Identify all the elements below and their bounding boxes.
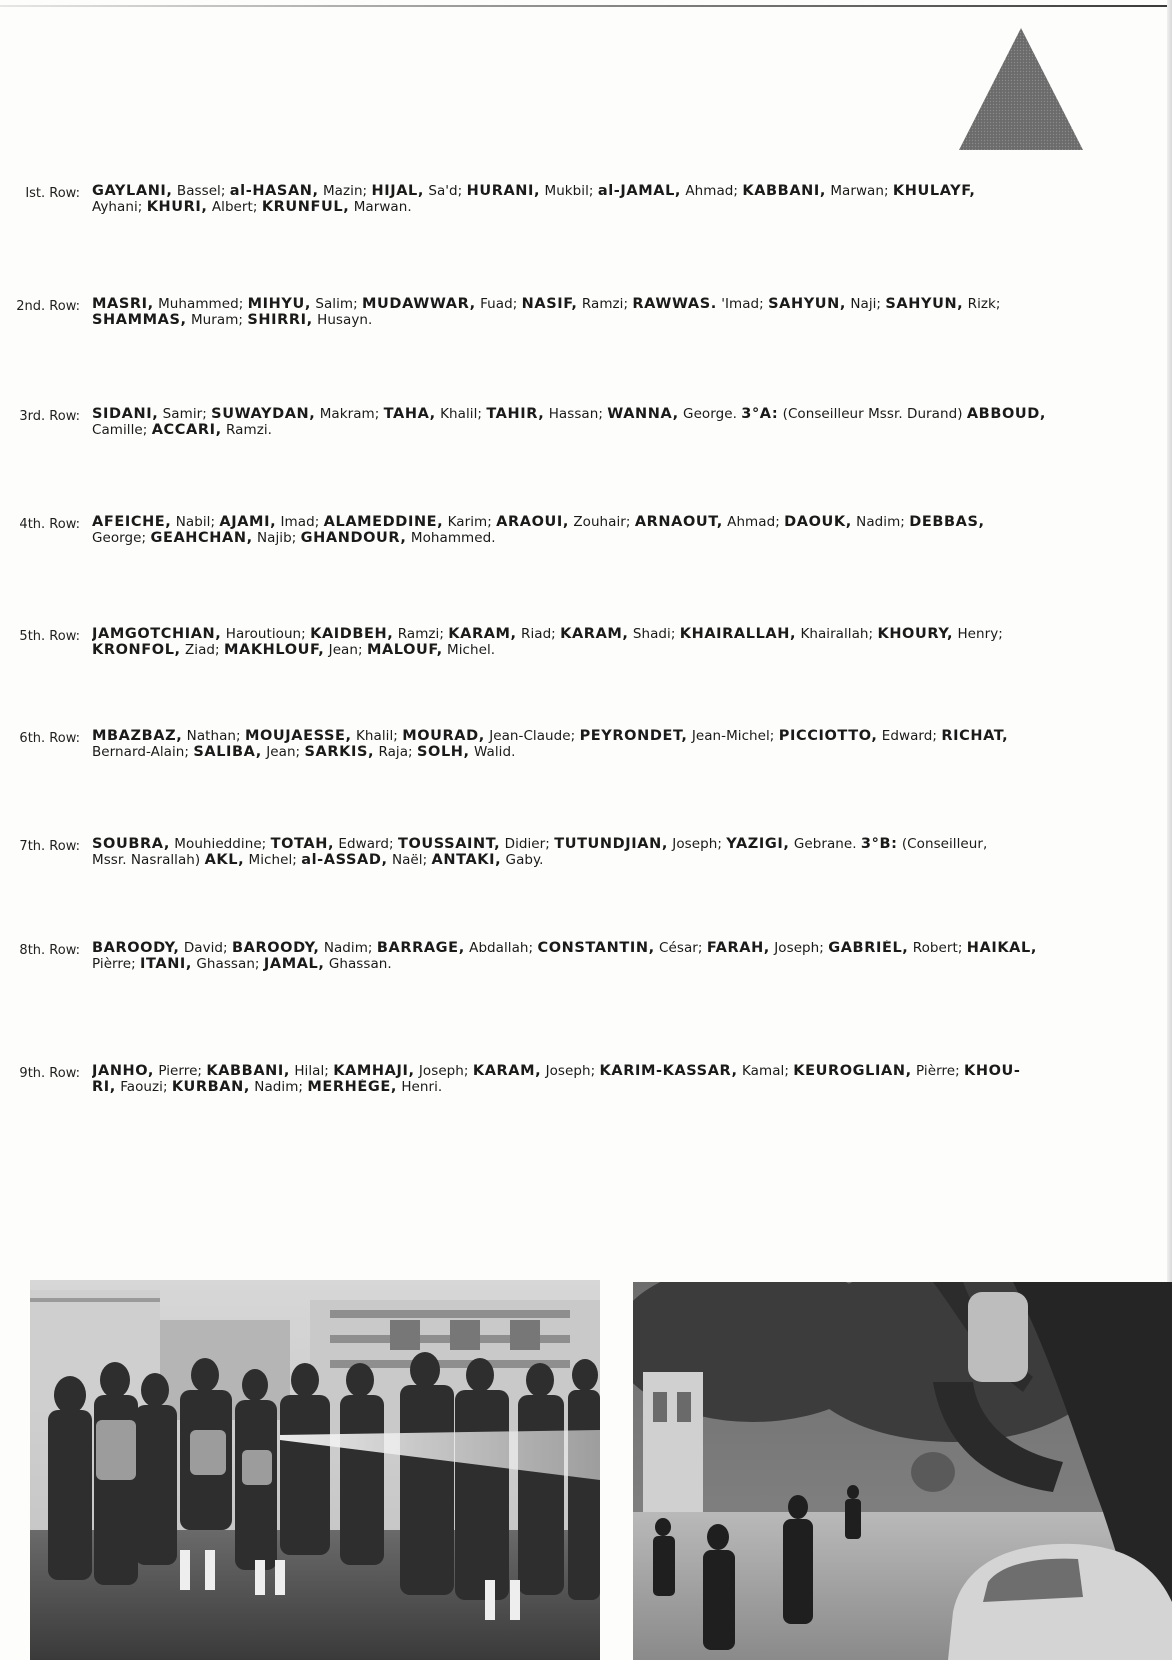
row-names-line: Mssr. Nasrallah) AKL, Michel; al-ASSAD, Naël; ANTAKI, Gaby.: [92, 852, 544, 868]
top-rule: [0, 5, 1172, 7]
row-label: 3rd. Row:: [19, 409, 80, 424]
row-names-line: SIDANI, Samir; SUWAYDAN, Makram; TAHA, Khalil; TAHIR, Hassan; WANNA, George. 3°A: (Conseilleur Mssr. Durand) ABBOUD,: [92, 406, 1047, 422]
row-names: [92, 406, 1084, 438]
row-names-line: Camille; ACCARI, Ramzi.: [92, 422, 272, 438]
row-names: [92, 940, 1084, 972]
row-names: [92, 296, 1084, 328]
row-names: [92, 183, 1084, 215]
row-label: 2nd. Row:: [16, 299, 80, 314]
row-names: [92, 836, 1084, 868]
row-names-line: SHAMMAS, Muram; SHIRRI, Husayn.: [92, 312, 373, 328]
row-label: 9th. Row:: [19, 1066, 80, 1081]
row-label: 8th. Row:: [19, 943, 80, 958]
row-names-line: JAMGOTCHIAN, Haroutioun; KAIDBEH, Ramzi; KARAM, Riad; KARAM, Shadi; KHAIRALLAH, Khairallah; KHOURY, Henry;: [92, 626, 1003, 642]
row-names: [92, 728, 1084, 760]
row-names-line: JANHO, Pierre; KABBANI, Hilal; KAMHAJI, Joseph; KARAM, Joseph; KARIM-KASSAR, Kamal; KEUROGLIAN, Pièrre; KHOU-: [92, 1063, 1021, 1079]
row-label: 4th. Row:: [19, 517, 80, 532]
row-names-line: George; GEAHCHAN, Najib; GHANDOUR, Mohammed.: [92, 530, 496, 546]
row-label: Ist. Row:: [25, 186, 80, 201]
row-names-line: KRONFOL, Ziad; MAKHLOUF, Jean; MALOUF, Michel.: [92, 642, 496, 658]
row-names-line: SOUBRA, Mouhieddine; TOTAH, Edward; TOUSSAINT, Didier; TUTUNDJIAN, Joseph; YAZIGI, Gebrane. 3°B: (Conseilleur,: [92, 836, 988, 852]
row-names-line: BAROODY, David; BAROODY, Nadim; BARRAGE, Abdallah; CONSTANTIN, César; FARAH, Joseph; GABRIÉL, Robert; HAIKAL,: [92, 940, 1037, 956]
fire-extinguisher-photo: [30, 1280, 600, 1660]
row-label: 7th. Row:: [19, 839, 80, 854]
tree-hanging-photo: [633, 1282, 1172, 1660]
row-label: 5th. Row:: [19, 629, 80, 644]
row-names-line: Ayhani; KHURI, Albert; KRUNFUL, Marwan.: [92, 199, 412, 215]
row-names-line: MASRI, Muhammed; MIHYU, Salim; MUDAWWAR, Fuad; NASIF, Ramzi; RAWWAS. 'Imad; SAHYUN, Naji; SAHYUN, Rizk;: [92, 296, 1001, 312]
row-names-line: RI, Faouzi; KURBAN, Nadim; MERHÈGE, Henri.: [92, 1079, 443, 1095]
row-names: [92, 626, 1084, 658]
row-names: [92, 514, 1084, 546]
row-names: [92, 1063, 1084, 1095]
row-names-line: Bernard-Alain; SALIBA, Jean; SARKIS, Raja; SOLH, Walid.: [92, 744, 516, 760]
row-label: 6th. Row:: [19, 731, 80, 746]
row-names-line: GAYLANI, Bassel; al-HASAN, Mazin; HIJAL, Sa'd; HURANI, Mukbil; al-JAMAL, Ahmad; KABBANI, Marwan; KHULAYF,: [92, 183, 976, 199]
row-names-line: MBAZBAZ, Nathan; MOUJAESSE, Khalil; MOURAD, Jean-Claude; PEYRONDET, Jean-Michel; PICCIOTTO, Edward; RICHAT,: [92, 728, 1009, 744]
row-names-line: Pièrre; ITANI, Ghassan; JAMAL, Ghassan.: [92, 956, 392, 972]
triangle-icon: [959, 28, 1083, 150]
row-names-line: AFEICHE, Nabil; AJAMI, Imad; ALAMEDDINE, Karim; ARAOUI, Zouhair; ARNAOUT, Ahmad; DAOUK, Nadim; DEBBAS,: [92, 514, 985, 530]
